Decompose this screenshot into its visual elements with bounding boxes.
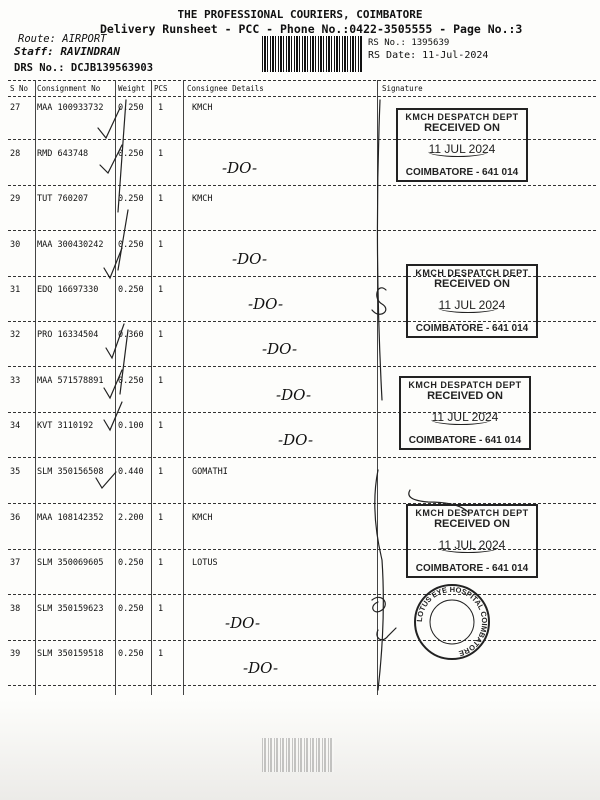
received-stamp: KMCH DESPATCH DEPT RECEIVED ON 11 JUL 2024 COIMBATORE - 641 014 bbox=[406, 264, 538, 338]
ditto-mark: -DO- bbox=[243, 659, 279, 677]
document-title: THE PROFESSIONAL COURIERS, COIMBATORE bbox=[177, 8, 423, 21]
ditto-mark: -DO- bbox=[278, 431, 314, 449]
row-consignment-no: SLM 350069605 bbox=[37, 558, 104, 568]
ditto-mark: -DO- bbox=[225, 614, 261, 632]
ditto-mark: -DO- bbox=[222, 159, 258, 177]
row-sno: 38 bbox=[10, 604, 21, 614]
row-weight: 0.250 bbox=[118, 604, 144, 614]
row-consignment-no: TUT 760207 bbox=[37, 194, 89, 204]
check-mark bbox=[106, 324, 124, 358]
col-header-weight: Weight bbox=[118, 84, 146, 93]
check-mark bbox=[98, 108, 120, 138]
ditto-mark: -DO- bbox=[248, 295, 284, 313]
row-weight: 0.250 bbox=[118, 103, 144, 113]
row-sno: 27 bbox=[10, 103, 21, 113]
check-mark bbox=[104, 370, 122, 398]
row-pcs: 1 bbox=[158, 558, 164, 568]
row-consignment-no: EDQ 16697330 bbox=[37, 285, 99, 295]
row-consignee: KMCH bbox=[192, 194, 213, 204]
check-mark bbox=[96, 472, 116, 488]
row-pcs: 1 bbox=[158, 149, 164, 159]
row-consignment-no: MAA 100933732 bbox=[37, 103, 104, 113]
row-weight: 0.250 bbox=[118, 285, 144, 295]
row-sno: 37 bbox=[10, 558, 21, 568]
round-hospital-stamp bbox=[412, 582, 492, 662]
rs-date: RS Date: 11-Jul-2024 bbox=[368, 50, 489, 61]
row-weight: 0.360 bbox=[118, 330, 144, 340]
col-header-sno: S No bbox=[10, 84, 29, 93]
col-header-signature: Signature bbox=[382, 84, 423, 93]
rs-number: RS No.: 1395639 bbox=[368, 38, 450, 48]
row-sno: 33 bbox=[10, 376, 21, 386]
row-consignee: KMCH bbox=[192, 103, 213, 113]
tick-line bbox=[118, 100, 126, 212]
row-weight: 0.250 bbox=[118, 194, 144, 204]
row-sno: 28 bbox=[10, 149, 21, 159]
received-stamp: KMCH DESPATCH DEPT RECEIVED ON 11 JUL 2024 COIMBATORE - 641 014 bbox=[406, 504, 538, 578]
row-consignment-no: MAA 300430242 bbox=[37, 240, 104, 250]
footer-barcode-ghost bbox=[262, 738, 334, 772]
row-consignment-no: PRO 16334504 bbox=[37, 330, 99, 340]
row-sno: 29 bbox=[10, 194, 21, 204]
row-sno: 35 bbox=[10, 467, 21, 477]
row-weight: 0.250 bbox=[118, 376, 144, 386]
row-weight: 0.250 bbox=[118, 240, 144, 250]
received-stamp: KMCH DESPATCH DEPT RECEIVED ON 11 JUL 2024 COIMBATORE - 641 014 bbox=[396, 108, 528, 182]
row-pcs: 1 bbox=[158, 604, 164, 614]
row-consignee: KMCH bbox=[192, 513, 213, 523]
row-weight: 0.250 bbox=[118, 149, 144, 159]
drs-number: DRS No.: DCJB139563903 bbox=[14, 62, 154, 74]
row-consignment-no: SLM 350159623 bbox=[37, 604, 104, 614]
ditto-mark: -DO- bbox=[262, 340, 298, 358]
row-consignee: GOMATHI bbox=[192, 467, 228, 477]
row-sno: 36 bbox=[10, 513, 21, 523]
row-consignment-no: MAA 108142352 bbox=[37, 513, 104, 523]
row-pcs: 1 bbox=[158, 285, 164, 295]
row-pcs: 1 bbox=[158, 330, 164, 340]
row-weight: 0.250 bbox=[118, 558, 144, 568]
row-consignment-no: MAA 571578891 bbox=[37, 376, 104, 386]
row-consignment-no: KVT 3110192 bbox=[37, 421, 94, 431]
row-sno: 31 bbox=[10, 285, 21, 295]
received-stamp: KMCH DESPATCH DEPT RECEIVED ON 11 JUL 2024 COIMBATORE - 641 014 bbox=[399, 376, 531, 450]
ditto-mark: -DO- bbox=[232, 250, 268, 268]
tick-line bbox=[120, 330, 128, 394]
row-weight: 0.250 bbox=[118, 649, 144, 659]
row-consignment-no: RMD 643748 bbox=[37, 149, 89, 159]
row-pcs: 1 bbox=[158, 513, 164, 523]
staff-label: Staff: RAVINDRAN bbox=[14, 45, 120, 58]
signature-stroke bbox=[377, 100, 382, 400]
row-consignment-no: SLM 350159518 bbox=[37, 649, 104, 659]
row-weight: 0.440 bbox=[118, 467, 144, 477]
document-subtitle: Delivery Runsheet - PCC - Phone No.:0422-3505555 - Page No.:3 bbox=[100, 22, 523, 36]
row-pcs: 1 bbox=[158, 376, 164, 386]
row-weight: 0.100 bbox=[118, 421, 144, 431]
row-pcs: 1 bbox=[158, 103, 164, 113]
row-pcs: 1 bbox=[158, 649, 164, 659]
signature-stroke bbox=[377, 628, 396, 640]
row-pcs: 1 bbox=[158, 194, 164, 204]
col-header-consignee: Consignee Details bbox=[187, 84, 264, 93]
ditto-mark: -DO- bbox=[276, 386, 312, 404]
row-weight: 2.200 bbox=[118, 513, 144, 523]
row-sno: 34 bbox=[10, 421, 21, 431]
col-header-consignment: Consignment No bbox=[37, 84, 101, 93]
row-consignment-no: SLM 350156508 bbox=[37, 467, 104, 477]
row-sno: 30 bbox=[10, 240, 21, 250]
tick-line bbox=[118, 210, 128, 270]
check-mark bbox=[104, 402, 122, 430]
col-header-pcs: PCS bbox=[154, 84, 168, 93]
svg-text:LOTUS EYE HOSPITAL COIMBATORE: LOTUS EYE HOSPITAL COIMBATORE bbox=[414, 584, 490, 659]
row-pcs: 1 bbox=[158, 467, 164, 477]
row-consignee: LOTUS bbox=[192, 558, 218, 568]
row-pcs: 1 bbox=[158, 240, 164, 250]
row-sno: 39 bbox=[10, 649, 21, 659]
signature-stroke bbox=[375, 470, 384, 690]
row-sno: 32 bbox=[10, 330, 21, 340]
check-mark bbox=[100, 145, 122, 173]
route-label: Route: AIRPORT bbox=[18, 33, 107, 45]
row-pcs: 1 bbox=[158, 421, 164, 431]
